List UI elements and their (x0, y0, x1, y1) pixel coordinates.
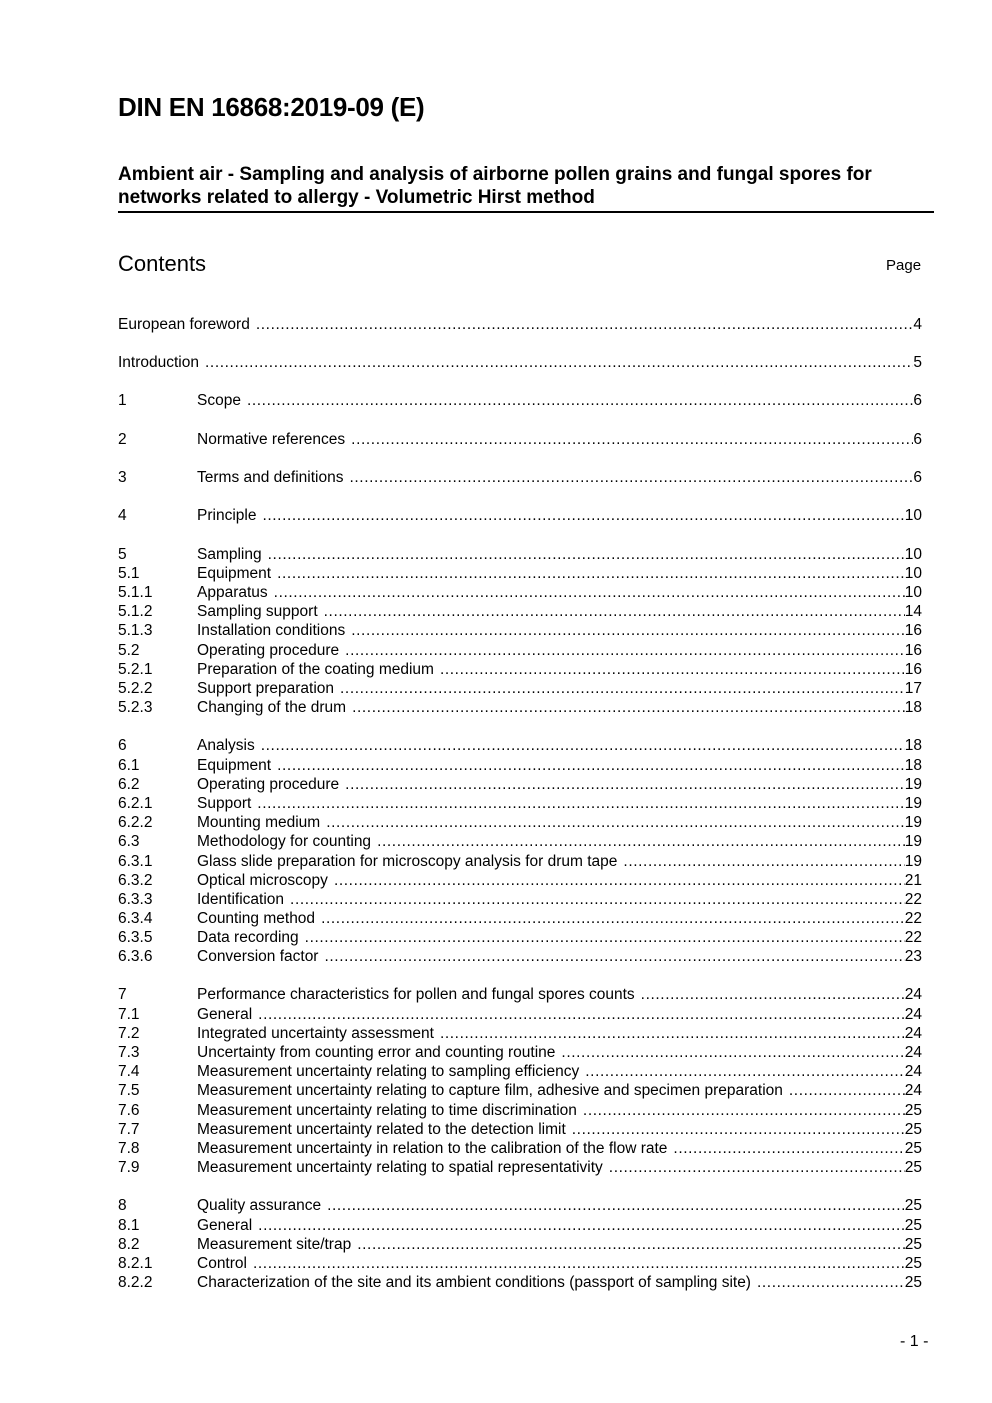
toc-entry-title: Operating procedure (197, 642, 340, 659)
toc-entry-number: 6.2.2 (118, 814, 153, 831)
toc-entry[interactable] (118, 390, 922, 410)
toc-dot-leader (261, 737, 905, 755)
toc-entry[interactable] (118, 563, 922, 583)
toc-dot-leader (609, 1159, 905, 1177)
toc-entry-page: 19 (904, 814, 922, 831)
toc-entry[interactable] (118, 1253, 922, 1273)
toc-entry-page: 25 (904, 1102, 922, 1119)
toc-entry[interactable] (118, 946, 922, 966)
toc-entry-number: 5.1 (118, 565, 140, 582)
toc-entry-number: 5.1.3 (118, 622, 153, 639)
toc-entry-number: 5.2 (118, 642, 140, 659)
toc-entry[interactable] (118, 352, 922, 372)
toc-dot-leader (258, 1217, 905, 1235)
toc-dot-leader (321, 910, 905, 928)
toc-entry-number: 7.5 (118, 1082, 140, 1099)
toc-entry-page: 19 (904, 853, 922, 870)
toc-entry-title: Operating procedure (197, 776, 340, 793)
toc-entry-page: 6 (913, 469, 922, 486)
toc-dot-leader (572, 1121, 905, 1139)
toc-entry-number: 7.9 (118, 1159, 140, 1176)
toc-dot-leader (351, 431, 913, 449)
toc-entry-page: 24 (904, 1025, 922, 1042)
toc-entry[interactable] (118, 544, 922, 564)
toc-dot-leader (440, 1025, 905, 1043)
toc-entry-number: 8.1 (118, 1217, 140, 1234)
toc-entry-page: 25 (904, 1121, 922, 1138)
toc-entry-title: Preparation of the coating medium (197, 661, 434, 678)
toc-entry-title: Changing of the drum (197, 699, 347, 716)
toc-entry[interactable] (118, 1272, 922, 1292)
toc-entry-number: 4 (118, 507, 127, 524)
toc-entry-number: 5.2.3 (118, 699, 153, 716)
contents-heading: Contents (118, 251, 207, 276)
toc-entry[interactable] (118, 1138, 922, 1158)
toc-entry[interactable] (118, 429, 922, 449)
toc-entry-title: Control (197, 1255, 247, 1272)
toc-entry-page: 14 (904, 603, 922, 620)
toc-dot-leader (623, 853, 904, 871)
toc-dot-leader (357, 1236, 905, 1254)
toc-dot-leader (258, 1006, 905, 1024)
toc-dot-leader (641, 986, 905, 1004)
toc-entry-title: European foreword (118, 316, 250, 333)
toc-entry[interactable] (118, 314, 922, 334)
toc-entry-title: Measurement uncertainty related to the detection limit (197, 1121, 566, 1138)
toc-dot-leader (324, 603, 905, 621)
toc-entry[interactable] (118, 1215, 922, 1235)
toc-entry-number: 8.2 (118, 1236, 140, 1253)
toc-entry-number: 3 (118, 469, 127, 486)
toc-entry-page: 21 (904, 872, 922, 889)
toc-entry-title: Glass slide preparation for microscopy analysis for drum tape (197, 853, 618, 870)
toc-entry-number: 1 (118, 392, 127, 409)
toc-entry[interactable] (118, 1042, 922, 1062)
document-title: Ambient air - Sampling and analysis of airborne pollen grains and fungal spores for networks related to allergy - Volumetric Hirst method (118, 163, 934, 213)
toc-entry[interactable] (118, 851, 922, 871)
toc-entry-page: 25 (904, 1159, 922, 1176)
toc-entry[interactable] (118, 889, 922, 909)
toc-entry-number: 6.3.6 (118, 948, 153, 965)
toc-entry-title: Measurement uncertainty in relation to the calibration of the flow rate (197, 1140, 668, 1157)
footer-page-number: - 1 - (900, 1333, 929, 1350)
toc-dot-leader (352, 699, 905, 717)
toc-dot-leader (757, 1274, 905, 1292)
toc-entry-page: 24 (904, 1044, 922, 1061)
toc-entry[interactable] (118, 831, 922, 851)
toc-entry-number: 6.3.3 (118, 891, 153, 908)
toc-entry-number: 6.3.5 (118, 929, 153, 946)
toc-entry-number: 7.4 (118, 1063, 140, 1080)
toc-dot-leader (583, 1102, 905, 1120)
toc-entry-page: 18 (904, 757, 922, 774)
toc-entry-title: Identification (197, 891, 285, 908)
toc-dot-leader (324, 948, 904, 966)
toc-dot-leader (585, 1063, 905, 1081)
toc-entry-page: 6 (913, 431, 922, 448)
toc-entry-page: 18 (904, 699, 922, 716)
toc-dot-leader (305, 929, 905, 947)
toc-entry[interactable] (118, 1004, 922, 1024)
document-id: DIN EN 16868:2019-09 (E) (118, 92, 425, 122)
toc-entry[interactable] (118, 1023, 922, 1043)
toc-entry[interactable] (118, 984, 922, 1004)
toc-dot-leader (262, 507, 904, 525)
toc-dot-leader (268, 546, 905, 564)
toc-entry[interactable] (118, 755, 922, 775)
toc-dot-leader (257, 795, 904, 813)
toc-dot-leader (440, 661, 905, 679)
toc-entry-number: 5 (118, 546, 127, 563)
toc-entry-number: 5.2.2 (118, 680, 153, 697)
toc-dot-leader (326, 814, 905, 832)
toc-dot-leader (253, 1255, 905, 1273)
toc-entry-title: Uncertainty from counting error and counting routine (197, 1044, 556, 1061)
toc-entry-title: Measurement uncertainty relating to sampling efficiency (197, 1063, 580, 1080)
toc-entry-page: 24 (904, 1082, 922, 1099)
toc-entry-page: 19 (904, 776, 922, 793)
toc-entry-number: 6.1 (118, 757, 140, 774)
toc-entry-number: 7.6 (118, 1102, 140, 1119)
toc-entry[interactable] (118, 640, 922, 660)
toc-entry-number: 7.1 (118, 1006, 140, 1023)
toc-entry-number: 2 (118, 431, 127, 448)
toc-entry[interactable] (118, 582, 922, 602)
toc-entry-title: Counting method (197, 910, 316, 927)
toc-entry-page: 19 (904, 795, 922, 812)
toc-entry-page: 22 (904, 891, 922, 908)
toc-entry-title: Scope (197, 392, 241, 409)
toc-dot-leader (205, 354, 913, 372)
toc-dot-leader (340, 680, 905, 698)
toc-entry-page: 10 (904, 584, 922, 601)
toc-entry-title: Equipment (197, 565, 272, 582)
toc-entry[interactable] (118, 697, 922, 717)
toc-entry-title: Principle (197, 507, 257, 524)
toc-entry-title: Measurement site/trap (197, 1236, 352, 1253)
toc-entry[interactable] (118, 1061, 922, 1081)
toc-entry[interactable] (118, 908, 922, 928)
toc-entry-page: 10 (904, 546, 922, 563)
toc-dot-leader (334, 872, 905, 890)
toc-entry[interactable] (118, 1234, 922, 1254)
toc-entry-page: 19 (904, 833, 922, 850)
toc-entry-number: 7 (118, 986, 127, 1003)
toc-dot-leader (277, 565, 905, 583)
toc-entry[interactable] (118, 812, 922, 832)
toc-entry[interactable] (118, 620, 922, 640)
toc-dot-leader (673, 1140, 904, 1158)
toc-entry-title: Data recording (197, 929, 299, 946)
toc-entry-page: 23 (904, 948, 922, 965)
toc-entry-title: Characterization of the site and its ambient conditions (passport of sampling site) (197, 1274, 751, 1291)
toc-entry-number: 6.2.1 (118, 795, 153, 812)
toc-entry[interactable] (118, 1080, 922, 1100)
toc-entry-title: Sampling support (197, 603, 318, 620)
toc-entry[interactable] (118, 678, 922, 698)
toc-dot-leader (561, 1044, 904, 1062)
toc-entry[interactable] (118, 927, 922, 947)
toc-entry-title: Support (197, 795, 252, 812)
toc-entry-number: 8 (118, 1197, 127, 1214)
toc-entry-number: 7.3 (118, 1044, 140, 1061)
toc-entry-number: 7.2 (118, 1025, 140, 1042)
toc-entry-title: General (197, 1217, 253, 1234)
toc-entry[interactable] (118, 467, 922, 487)
toc-entry-page: 16 (904, 661, 922, 678)
toc-entry-page: 16 (904, 622, 922, 639)
toc-entry-page: 25 (904, 1274, 922, 1291)
page-column-label: Page (886, 257, 922, 274)
toc-entry-page: 22 (904, 910, 922, 927)
toc-entry-title: Equipment (197, 757, 272, 774)
toc-entry[interactable] (118, 1157, 922, 1177)
toc-entry-page: 18 (904, 737, 922, 754)
toc-entry-number: 8.2.1 (118, 1255, 153, 1272)
toc-dot-leader (377, 833, 905, 851)
toc-entry[interactable] (118, 659, 922, 679)
toc-entry-title: Measurement uncertainty relating to time discrimination (197, 1102, 577, 1119)
toc-entry[interactable] (118, 601, 922, 621)
toc-entry-title: Quality assurance (197, 1197, 322, 1214)
toc-entry-title: Performance characteristics for pollen and fungal spores counts (197, 986, 635, 1003)
toc-dot-leader (247, 392, 913, 410)
toc-entry-number: 6.3 (118, 833, 140, 850)
toc-dot-leader (789, 1082, 905, 1100)
toc-entry-number: 6.2 (118, 776, 140, 793)
toc-entry-number: 5.1.2 (118, 603, 153, 620)
toc-entry[interactable] (118, 735, 922, 755)
toc-entry[interactable] (118, 1119, 922, 1139)
toc-entry-number: 5.2.1 (118, 661, 153, 678)
toc-entry-title: Introduction (118, 354, 199, 371)
toc-entry-page: 25 (904, 1236, 922, 1253)
toc-entry[interactable] (118, 774, 922, 794)
toc-entry-title: Sampling (197, 546, 262, 563)
toc-dot-leader (290, 891, 905, 909)
toc-entry-page: 25 (904, 1140, 922, 1157)
toc-entry-title: General (197, 1006, 253, 1023)
toc-entry-page: 10 (904, 565, 922, 582)
toc-entry-title: Installation conditions (197, 622, 346, 639)
toc-entry-title: Conversion factor (197, 948, 319, 965)
toc-entry-title: Support preparation (197, 680, 335, 697)
toc-entry-number: 6.3.1 (118, 853, 153, 870)
toc-entry-title: Integrated uncertainty assessment (197, 1025, 434, 1042)
toc-entry-title: Mounting medium (197, 814, 321, 831)
toc-entry-number: 8.2.2 (118, 1274, 153, 1291)
toc-dot-leader (327, 1197, 905, 1215)
toc-entry-page: 24 (904, 1063, 922, 1080)
toc-entry-number: 6.3.2 (118, 872, 153, 889)
toc-entry-title: Measurement uncertainty relating to capture film, adhesive and specimen preparation (197, 1082, 783, 1099)
toc-entry-page: 25 (904, 1255, 922, 1272)
toc-entry[interactable] (118, 870, 922, 890)
toc-entry-page: 4 (913, 316, 922, 333)
toc-entry-page: 24 (904, 986, 922, 1003)
toc-entry-page: 5 (913, 354, 922, 371)
toc-entry-page: 6 (913, 392, 922, 409)
toc-entry-title: Methodology for counting (197, 833, 372, 850)
toc-entry-page: 10 (904, 507, 922, 524)
toc-dot-leader (345, 776, 905, 794)
toc-dot-leader (345, 642, 905, 660)
toc-entry-number: 6.3.4 (118, 910, 153, 927)
toc-entry-page: 16 (904, 642, 922, 659)
toc-entry-title: Analysis (197, 737, 255, 754)
toc-entry-title: Normative references (197, 431, 346, 448)
toc-dot-leader (351, 622, 905, 640)
toc-entry-title: Apparatus (197, 584, 268, 601)
toc-entry-page: 24 (904, 1006, 922, 1023)
toc-entry-title: Optical microscopy (197, 872, 328, 889)
toc-entry-number: 7.7 (118, 1121, 140, 1138)
toc-entry-page: 25 (904, 1217, 922, 1234)
toc-entry-number: 7.8 (118, 1140, 140, 1157)
toc-entry-number: 6 (118, 737, 127, 754)
toc-dot-leader (274, 584, 905, 602)
toc-entry[interactable] (118, 793, 922, 813)
toc-entry[interactable] (118, 505, 922, 525)
toc-entry[interactable] (118, 1195, 922, 1215)
toc-entry-page: 22 (904, 929, 922, 946)
toc-entry-page: 25 (904, 1197, 922, 1214)
toc-entry-page: 17 (904, 680, 922, 697)
toc-dot-leader (256, 316, 914, 334)
toc-dot-leader (349, 469, 913, 487)
toc-dot-leader (277, 757, 905, 775)
toc-entry-title: Measurement uncertainty relating to spatial representativity (197, 1159, 603, 1176)
toc-entry[interactable] (118, 1100, 922, 1120)
toc-entry-title: Terms and definitions (197, 469, 344, 486)
toc-entry-number: 5.1.1 (118, 584, 153, 601)
